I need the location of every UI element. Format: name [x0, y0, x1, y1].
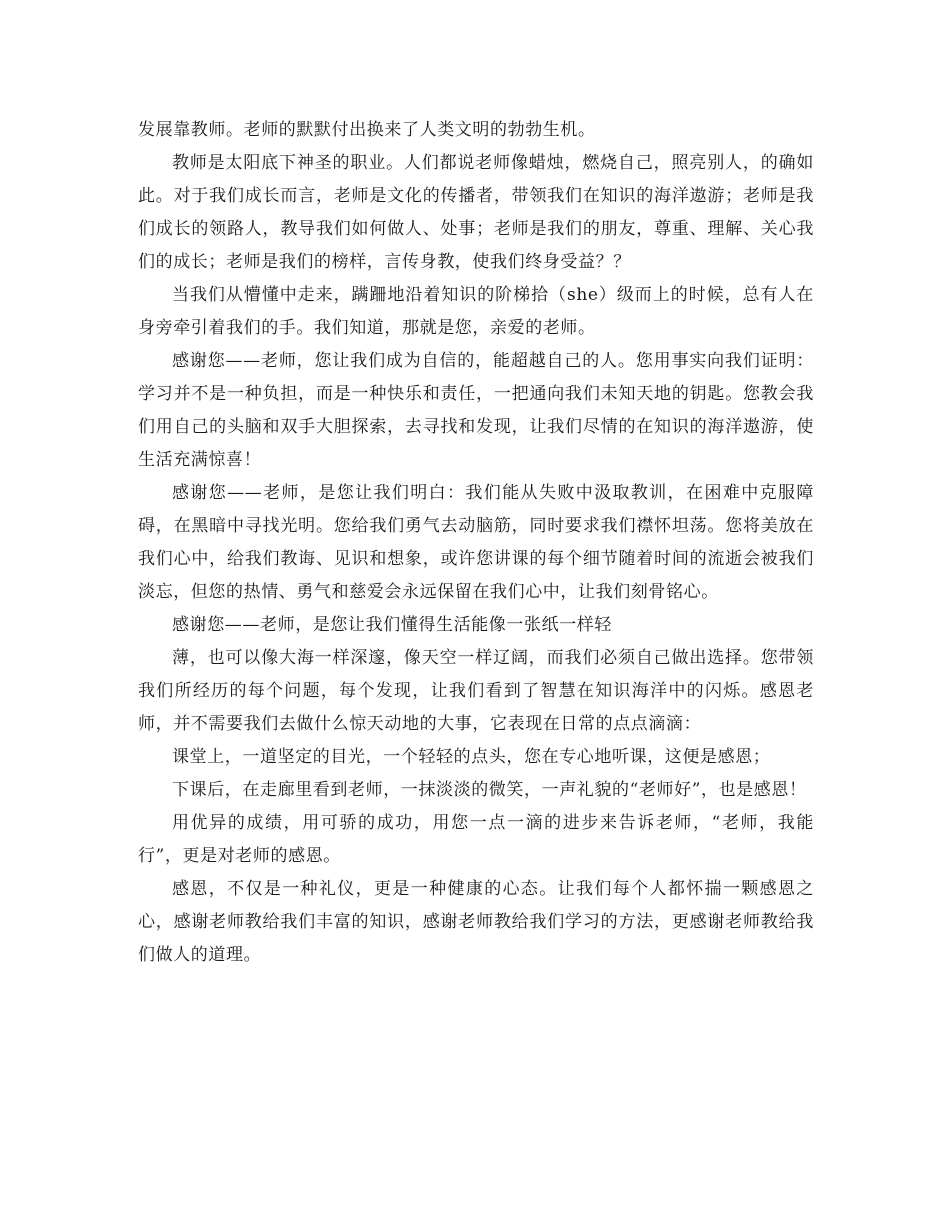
- paragraph-6: 感谢您——老师，是您让我们懂得生活能像一张纸一样轻: [172, 615, 612, 635]
- paragraph-11: 感恩，不仅是一种礼仪，更是一种健康的心态。让我们每个人都怀揣一颗感恩之心，感谢老师教给我们丰富的知识，感谢老师教给我们学习的方法，更感谢老师教给我们做人的道理。: [138, 879, 814, 965]
- paragraph-4: 感谢您——老师，您让我们成为自信的，能超越自己的人。您用事实向我们证明：学习并不是一种负担，而是一种快乐和责任，一把通向我们未知天地的钥匙。您教会我们用自己的头脑和双手大胆探索，去寻找和发现，让我们尽情的在知识的海洋遨游，使生活充满惊喜！: [138, 351, 814, 470]
- paragraph-5: 感谢您——老师，是您让我们明白：我们能从失败中汲取教训，在困难中克服障碍，在黑暗中寻找光明。您给我们勇气去动脑筋，同时要求我们襟怀坦荡。您将美放在我们心中，给我们教诲、见识和想象，或许您讲课的每个细节随着时间的流逝会被我们淡忘，但您的热情、勇气和慈爱会永远保留在我们心中，让我们刻骨铭心。: [138, 483, 814, 602]
- paragraph-3: 当我们从懵懂中走来，蹒跚地沿着知识的阶梯拾（she）级而上的时候，总有人在身旁牵引着我们的手。我们知道，那就是您，亲爱的老师。: [138, 285, 814, 338]
- paragraph-1: 发展靠教师。老师的默默付出换来了人类文明的勃勃生机。: [138, 120, 596, 140]
- document-body: [138, 114, 814, 972]
- paragraph-7: 薄，也可以像大海一样深邃，像天空一样辽阔，而我们必须自己做出选择。您带领我们所经历的每个问题，每个发现，让我们看到了智慧在知识海洋中的闪烁。感恩老师，并不需要我们去做什么惊天动地的大事，它表现在日常的点点滴滴：: [138, 648, 814, 734]
- paragraph-10: 用优异的成绩，用可骄的成功，用您一点一滴的进步来告诉老师，“老师，我能行”，更是对老师的感恩。: [138, 813, 814, 866]
- paragraph-8: 课堂上，一道坚定的目光，一个轻轻的点头，您在专心地听课，这便是感恩；: [172, 747, 771, 767]
- paragraph-2: 教师是太阳底下神圣的职业。人们都说老师像蜡烛，燃烧自己，照亮别人，的确如此。对于我们成长而言，老师是文化的传播者，带领我们在知识的海洋遨游；老师是我们成长的领路人，教导我们如何做人、处事；老师是我们的朋友，尊重、理解、关心我们的成长；老师是我们的榜样，言传身教，使我们终身受益？？: [138, 153, 814, 272]
- paragraph-9: 下课后，在走廊里看到老师，一抹淡淡的微笑，一声礼貌的“老师好”，也是感恩！: [172, 780, 807, 800]
